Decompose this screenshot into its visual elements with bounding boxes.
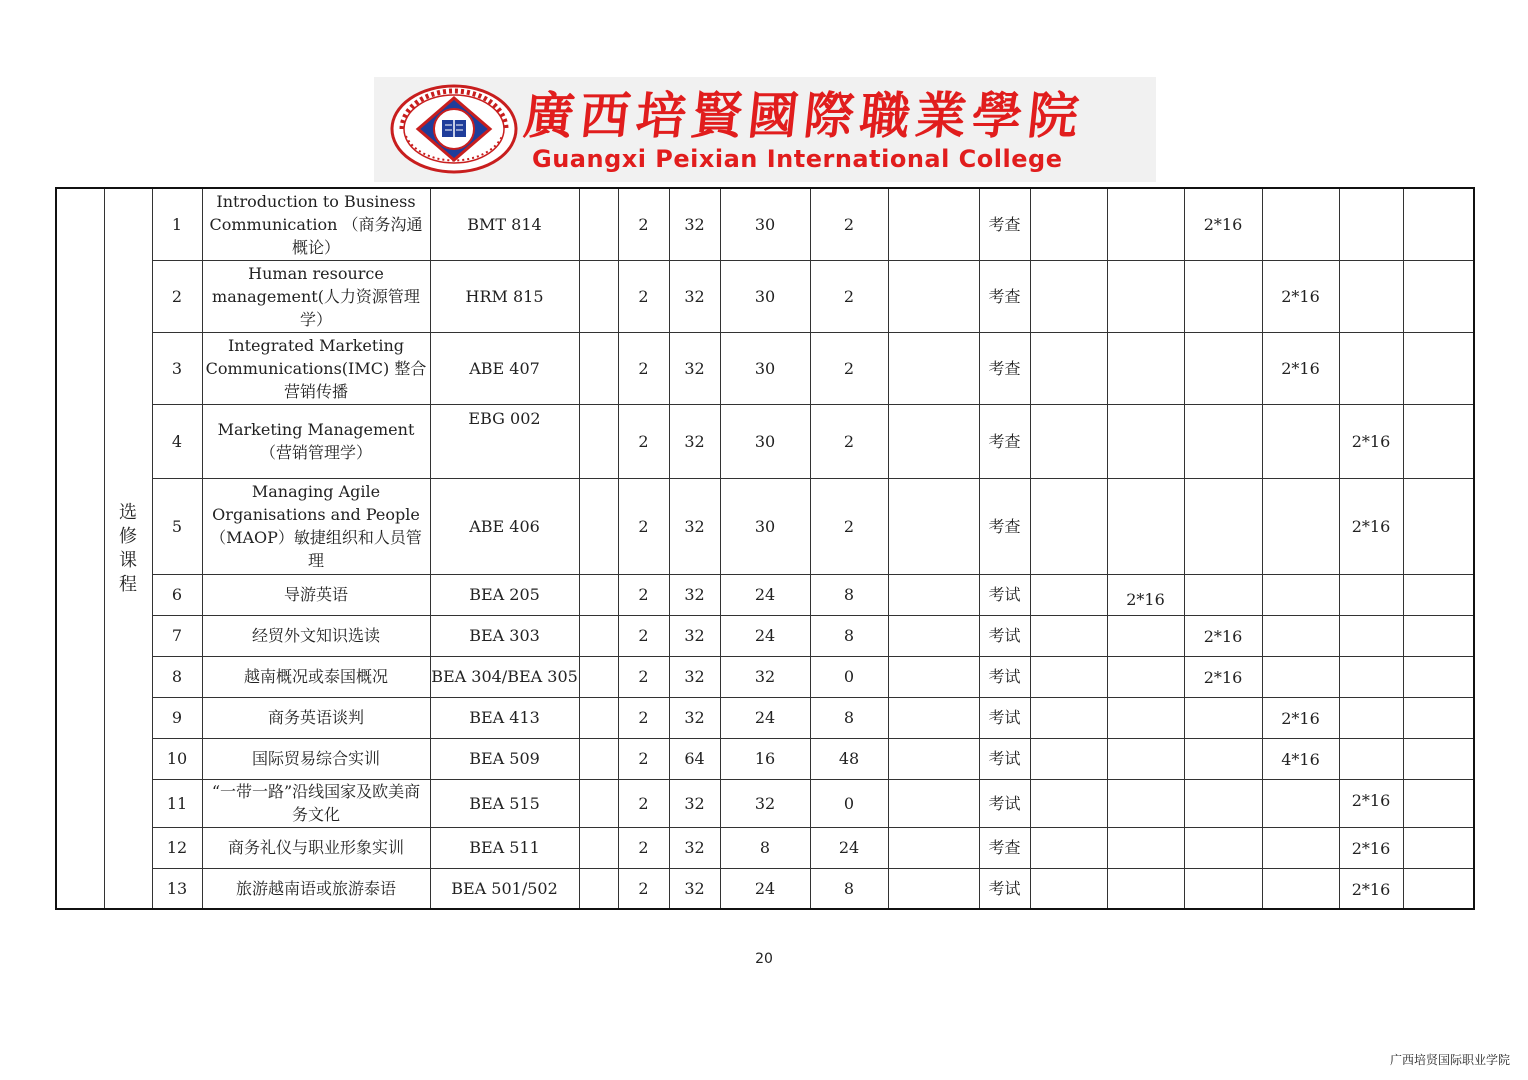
course-credits: 2	[618, 697, 669, 738]
semester-6-hours	[1403, 738, 1474, 779]
semester-4-hours: 2*16	[1262, 260, 1339, 332]
course-number: 4	[152, 404, 202, 478]
semester-3-hours: 2*16	[1184, 188, 1262, 260]
blank-cell	[579, 188, 618, 260]
practice-hours: 2	[810, 404, 888, 478]
theory-hours: 8	[720, 827, 810, 868]
semester-3-hours	[1184, 827, 1262, 868]
total-hours: 32	[669, 332, 720, 404]
course-name: Marketing Management（营销管理学）	[202, 404, 430, 478]
course-row	[56, 697, 1474, 738]
total-hours: 32	[669, 404, 720, 478]
extra-cell	[888, 574, 979, 615]
course-credits: 2	[618, 779, 669, 827]
assessment-type: 考查	[979, 332, 1030, 404]
semester-5-hours	[1339, 738, 1403, 779]
course-row	[56, 827, 1474, 868]
course-number: 13	[152, 868, 202, 909]
semester-3-hours	[1184, 868, 1262, 909]
course-number: 10	[152, 738, 202, 779]
practice-hours: 2	[810, 260, 888, 332]
course-row	[56, 656, 1474, 697]
semester-4-hours	[1262, 404, 1339, 478]
course-credits: 2	[618, 188, 669, 260]
semester-1-hours	[1030, 260, 1107, 332]
extra-cell	[888, 615, 979, 656]
course-row	[56, 188, 1474, 260]
course-code: EBG 002	[430, 404, 579, 478]
total-hours: 32	[669, 188, 720, 260]
semester-6-hours	[1403, 478, 1474, 574]
total-hours: 32	[669, 478, 720, 574]
course-category-cell	[104, 188, 152, 909]
total-hours: 32	[669, 574, 720, 615]
practice-hours: 8	[810, 574, 888, 615]
extra-cell	[888, 404, 979, 478]
course-name: 越南概况或泰国概况	[202, 656, 430, 697]
semester-4-hours	[1262, 779, 1339, 827]
college-name-en: Guangxi Peixian International College	[532, 145, 1063, 173]
course-name: 商务英语谈判	[202, 697, 430, 738]
semester-1-hours	[1030, 656, 1107, 697]
assessment-type: 考试	[979, 738, 1030, 779]
blank-cell	[579, 260, 618, 332]
course-code: HRM 815	[430, 260, 579, 332]
elective-course-table	[55, 187, 1475, 910]
course-code: BEA 515	[430, 779, 579, 827]
course-number: 3	[152, 332, 202, 404]
theory-hours: 32	[720, 656, 810, 697]
semester-2-hours	[1107, 615, 1184, 656]
course-rows	[56, 188, 1474, 909]
practice-hours: 8	[810, 615, 888, 656]
practice-hours: 2	[810, 478, 888, 574]
semester-2-hours	[1107, 188, 1184, 260]
total-hours: 32	[669, 615, 720, 656]
course-name: Integrated Marketing Communications(IMC) 整合营销传播	[202, 332, 430, 404]
extra-cell	[888, 827, 979, 868]
semester-5-hours	[1339, 332, 1403, 404]
semester-4-hours	[1262, 827, 1339, 868]
practice-hours: 8	[810, 868, 888, 909]
semester-2-hours	[1107, 827, 1184, 868]
course-code: BEA 303	[430, 615, 579, 656]
assessment-type: 考试	[979, 574, 1030, 615]
assessment-type: 考查	[979, 478, 1030, 574]
blank-cell	[579, 738, 618, 779]
theory-hours: 32	[720, 779, 810, 827]
course-number: 7	[152, 615, 202, 656]
extra-cell	[888, 188, 979, 260]
semester-3-hours	[1184, 404, 1262, 478]
semester-5-hours	[1339, 697, 1403, 738]
course-number: 2	[152, 260, 202, 332]
semester-6-hours	[1403, 404, 1474, 478]
semester-5-hours: 2*16	[1339, 827, 1403, 868]
assessment-type: 考查	[979, 188, 1030, 260]
blank-cell	[579, 868, 618, 909]
course-name: 旅游越南语或旅游泰语	[202, 868, 430, 909]
total-hours: 64	[669, 738, 720, 779]
course-number: 6	[152, 574, 202, 615]
semester-6-hours	[1403, 188, 1474, 260]
course-row	[56, 574, 1474, 615]
course-category-label: 选修课程	[119, 501, 137, 595]
semester-6-hours	[1403, 827, 1474, 868]
course-row	[56, 615, 1474, 656]
semester-4-hours	[1262, 574, 1339, 615]
blank-cell	[579, 478, 618, 574]
semester-4-hours: 2*16	[1262, 332, 1339, 404]
extra-cell	[888, 779, 979, 827]
theory-hours: 30	[720, 188, 810, 260]
theory-hours: 24	[720, 697, 810, 738]
semester-3-hours	[1184, 574, 1262, 615]
course-credits: 2	[618, 574, 669, 615]
theory-hours: 30	[720, 332, 810, 404]
blank-cell	[579, 615, 618, 656]
theory-hours: 24	[720, 615, 810, 656]
semester-3-hours	[1184, 332, 1262, 404]
semester-1-hours	[1030, 827, 1107, 868]
extra-cell	[888, 656, 979, 697]
semester-6-hours	[1403, 868, 1474, 909]
course-row	[56, 779, 1474, 827]
semester-1-hours	[1030, 779, 1107, 827]
course-row	[56, 404, 1474, 478]
semester-2-hours	[1107, 404, 1184, 478]
blank-cell	[579, 656, 618, 697]
course-name: 国际贸易综合实训	[202, 738, 430, 779]
assessment-type: 考查	[979, 404, 1030, 478]
theory-hours: 30	[720, 478, 810, 574]
semester-5-hours	[1339, 260, 1403, 332]
blank-cell	[579, 574, 618, 615]
practice-hours: 0	[810, 656, 888, 697]
semester-3-hours	[1184, 478, 1262, 574]
course-number: 8	[152, 656, 202, 697]
course-credits: 2	[618, 260, 669, 332]
semester-5-hours	[1339, 615, 1403, 656]
course-number: 11	[152, 779, 202, 827]
course-row	[56, 332, 1474, 404]
semester-6-hours	[1403, 656, 1474, 697]
semester-3-hours	[1184, 779, 1262, 827]
extra-cell	[888, 738, 979, 779]
course-row	[56, 868, 1474, 909]
extra-cell	[888, 332, 979, 404]
practice-hours: 0	[810, 779, 888, 827]
semester-4-hours: 4*16	[1262, 738, 1339, 779]
semester-4-hours	[1262, 188, 1339, 260]
semester-1-hours	[1030, 738, 1107, 779]
assessment-type: 考试	[979, 779, 1030, 827]
total-hours: 32	[669, 868, 720, 909]
extra-cell	[888, 478, 979, 574]
theory-hours: 24	[720, 574, 810, 615]
course-credits: 2	[618, 656, 669, 697]
theory-hours: 16	[720, 738, 810, 779]
semester-5-hours: 2*16	[1339, 404, 1403, 478]
header-banner	[374, 77, 1156, 182]
course-number: 5	[152, 478, 202, 574]
semester-1-hours	[1030, 868, 1107, 909]
semester-3-hours	[1184, 738, 1262, 779]
course-row	[56, 738, 1474, 779]
course-credits: 2	[618, 404, 669, 478]
theory-hours: 30	[720, 404, 810, 478]
semester-4-hours	[1262, 656, 1339, 697]
semester-6-hours	[1403, 332, 1474, 404]
college-seal-logo	[390, 84, 520, 174]
semester-2-hours	[1107, 478, 1184, 574]
semester-4-hours	[1262, 478, 1339, 574]
theory-hours: 30	[720, 260, 810, 332]
course-name: Human resource management(人力资源管理学）	[202, 260, 430, 332]
extra-cell	[888, 260, 979, 332]
semester-4-hours	[1262, 868, 1339, 909]
semester-1-hours	[1030, 478, 1107, 574]
course-credits: 2	[618, 868, 669, 909]
practice-hours: 2	[810, 188, 888, 260]
semester-1-hours	[1030, 574, 1107, 615]
semester-2-hours	[1107, 779, 1184, 827]
total-hours: 32	[669, 656, 720, 697]
semester-1-hours	[1030, 332, 1107, 404]
assessment-type: 考试	[979, 656, 1030, 697]
course-name: 商务礼仪与职业形象实训	[202, 827, 430, 868]
course-code: BEA 413	[430, 697, 579, 738]
semester-6-hours	[1403, 574, 1474, 615]
course-name: Managing Agile Organisations and People（MAOP）敏捷组织和人员管理	[202, 478, 430, 574]
course-code: BMT 814	[430, 188, 579, 260]
semester-2-hours	[1107, 738, 1184, 779]
course-code: ABE 407	[430, 332, 579, 404]
semester-2-hours	[1107, 260, 1184, 332]
blank-cell	[579, 779, 618, 827]
semester-5-hours	[1339, 656, 1403, 697]
course-name: 导游英语	[202, 574, 430, 615]
extra-cell	[888, 868, 979, 909]
college-name-cn: 廣西培賢國際職業學院	[520, 86, 1088, 145]
total-hours: 32	[669, 697, 720, 738]
semester-3-hours: 2*16	[1184, 615, 1262, 656]
course-type-cell	[56, 188, 104, 909]
semester-5-hours	[1339, 188, 1403, 260]
semester-2-hours	[1107, 697, 1184, 738]
semester-5-hours: 2*16	[1339, 868, 1403, 909]
practice-hours: 24	[810, 827, 888, 868]
course-credits: 2	[618, 478, 669, 574]
practice-hours: 8	[810, 697, 888, 738]
semester-6-hours	[1403, 615, 1474, 656]
practice-hours: 48	[810, 738, 888, 779]
assessment-type: 考查	[979, 260, 1030, 332]
course-code: BEA 509	[430, 738, 579, 779]
semester-5-hours: 2*16	[1339, 478, 1403, 574]
total-hours: 32	[669, 260, 720, 332]
semester-4-hours: 2*16	[1262, 697, 1339, 738]
course-code: ABE 406	[430, 478, 579, 574]
course-code: BEA 205	[430, 574, 579, 615]
course-name: “一带一路”沿线国家及欧美商务文化	[202, 779, 430, 827]
assessment-type: 考试	[979, 868, 1030, 909]
course-credits: 2	[618, 738, 669, 779]
practice-hours: 2	[810, 332, 888, 404]
semester-3-hours	[1184, 697, 1262, 738]
course-code: BEA 304/BEA 305	[430, 656, 579, 697]
total-hours: 32	[669, 827, 720, 868]
semester-3-hours: 2*16	[1184, 656, 1262, 697]
semester-5-hours	[1339, 574, 1403, 615]
semester-6-hours	[1403, 779, 1474, 827]
semester-6-hours	[1403, 697, 1474, 738]
semester-1-hours	[1030, 188, 1107, 260]
extra-cell	[888, 697, 979, 738]
blank-cell	[579, 332, 618, 404]
course-code: BEA 511	[430, 827, 579, 868]
blank-cell	[579, 697, 618, 738]
course-credits: 2	[618, 615, 669, 656]
course-name: 经贸外文知识选读	[202, 615, 430, 656]
course-number: 12	[152, 827, 202, 868]
semester-6-hours	[1403, 260, 1474, 332]
page-number: 20	[755, 951, 773, 967]
semester-1-hours	[1030, 697, 1107, 738]
semester-2-hours	[1107, 868, 1184, 909]
course-code: BEA 501/502	[430, 868, 579, 909]
course-number: 9	[152, 697, 202, 738]
semester-2-hours	[1107, 656, 1184, 697]
assessment-type: 考试	[979, 697, 1030, 738]
course-name: Introduction to Business Communication （商务沟通概论）	[202, 188, 430, 260]
theory-hours: 24	[720, 868, 810, 909]
course-row	[56, 260, 1474, 332]
semester-5-hours: 2*16	[1339, 779, 1403, 827]
footer-college-name: 广西培贤国际职业学院	[1389, 1053, 1510, 1067]
semester-1-hours	[1030, 404, 1107, 478]
semester-1-hours	[1030, 615, 1107, 656]
assessment-type: 考试	[979, 615, 1030, 656]
assessment-type: 考查	[979, 827, 1030, 868]
course-credits: 2	[618, 827, 669, 868]
semester-2-hours: 2*16	[1107, 574, 1184, 615]
blank-cell	[579, 404, 618, 478]
course-row	[56, 478, 1474, 574]
course-number: 1	[152, 188, 202, 260]
semester-3-hours	[1184, 260, 1262, 332]
total-hours: 32	[669, 779, 720, 827]
semester-4-hours	[1262, 615, 1339, 656]
blank-cell	[579, 827, 618, 868]
semester-2-hours	[1107, 332, 1184, 404]
course-credits: 2	[618, 332, 669, 404]
